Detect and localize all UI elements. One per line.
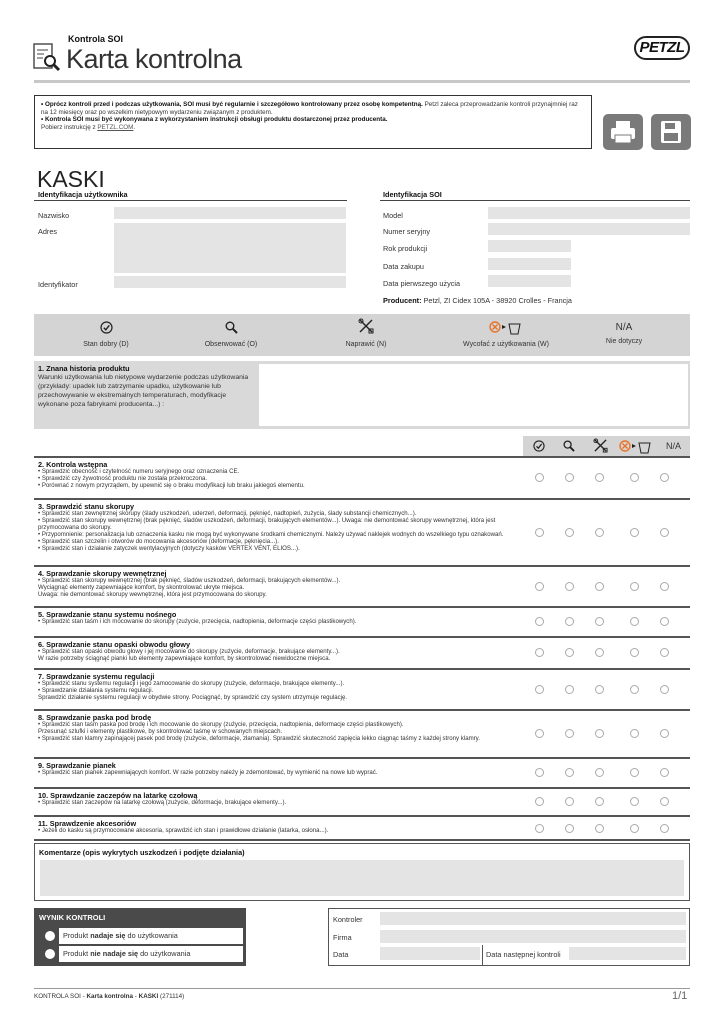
soi-id-rule (380, 200, 690, 201)
status-radio-good[interactable] (535, 797, 544, 806)
section-divider (34, 757, 690, 759)
section-line: • Sprawdzić stan i działanie zatyczek wentylacyjnych (dotyczy kasków VERTEX VENT, ELIOS...). (38, 544, 300, 552)
status-radio-retire[interactable] (630, 473, 639, 482)
status-radio-observe[interactable] (565, 685, 574, 694)
printer-icon (603, 114, 643, 150)
section-title: 3. Sprawdzić stanu skorupy (38, 502, 135, 511)
status-radio-repair[interactable] (595, 824, 604, 833)
history-text: Warunki użytkowania lub nietypowe wydarzenie podczas użytkowania (przykłady: upadek lub zatrzymanie upadku, użytkowanie lub przechowywanie w ekstremalnych temperaturach, modyfikacje wykonane poza fabrykami producenta...) : (38, 374, 249, 408)
petzl-logo-text: PETZL (639, 39, 685, 56)
section-divider (34, 709, 690, 711)
status-radio-repair[interactable] (595, 528, 604, 537)
status-radio-retire[interactable] (630, 648, 639, 657)
status-radio-observe[interactable] (565, 582, 574, 591)
legend-na-symbol: N/A (615, 322, 633, 333)
name-field[interactable] (114, 207, 346, 219)
section-line: • Sprawdzić stan skorupy wewnętrznej (brak pęknięć, śladów uszkodzeń, deformacji, brakujących elementów...). (38, 577, 341, 584)
label-year: Rok produkcji (383, 244, 428, 253)
result-option-ok[interactable] (34, 928, 246, 944)
section-title: 6. Sprawdzanie stanu opaski obwodu głowy (38, 640, 191, 649)
address-field[interactable] (114, 223, 346, 273)
status-radio-good[interactable] (535, 685, 544, 694)
result-ko-post: do użytkowania (138, 949, 191, 958)
status-radio-good[interactable] (535, 768, 544, 777)
label-serial: Numer seryjny (383, 227, 431, 236)
checklist-section (38, 672, 518, 702)
status-radio-repair[interactable] (595, 582, 604, 591)
first-use-field[interactable] (488, 275, 571, 287)
col-check-icon (533, 440, 545, 452)
section-title: 8. Sprawdzanie paska pod brodę (38, 713, 152, 722)
legend-na (579, 322, 669, 345)
section-title: 7. Sprawdzanie systemu regulacji (38, 672, 155, 681)
col-tools-icon (593, 438, 608, 453)
print-button[interactable] (603, 114, 643, 150)
soi-id-heading: Identyfikacja SOI (383, 190, 442, 199)
label-first-use: Data pierwszego użycia (383, 279, 461, 288)
section-title: 11. Sprawdzenie akcesoriów (38, 819, 137, 828)
checklist-section (38, 502, 518, 552)
legend-repair-label: Naprawić (N) (345, 341, 387, 348)
legend-bar (34, 314, 690, 356)
petzl-link[interactable]: PETZL.COM (97, 123, 134, 131)
status-radio-repair[interactable] (595, 473, 604, 482)
result-ok-pre: Produkt (63, 931, 91, 940)
serial-field[interactable] (488, 223, 690, 235)
notice-line1-rest: Petzl zaleca przeprowadzanie kontroli przynajmniej raz na 12 miesięcy oraz po wszelkim nietypowym wydarzeniu związanym z produktem. (41, 101, 578, 116)
result-ok-post: do użytkowania (125, 931, 178, 940)
section-line: • Sprawdzić stan zewnętrznej skorupy (ślady uszkodzeń, uderzeń, deformacji, pęknięć, nadtopień, zużycia, ślady substancji chemicznych...). (38, 510, 417, 517)
save-icon (651, 114, 691, 150)
status-radio-observe[interactable] (565, 824, 574, 833)
user-id-heading: Identyfikacja użytkownika (38, 190, 128, 199)
section-line: W razie potrzeby ściągnąć pianki lub elementy zapewniające komfort, by skontrolować niewidoczne miejsca. (38, 654, 331, 662)
section-line: • Sprawdzić stan szczelin i otworów do mocowania akcesoriów (deformacje, pęknięcia...). (38, 537, 279, 545)
status-radio-retire[interactable] (630, 797, 639, 806)
section-line: • Sprawdzić stan klamry zapinającej pasek pod brodę (zużycie, deformacje, złamania). Sprawdzić skuteczność zapięcia lekko ciągnąc taśmy z każdej strony klamry. (38, 734, 480, 742)
section-title: 4. Sprawdzanie skorupy wewnętrznej (38, 569, 167, 578)
legend-good (51, 321, 161, 348)
status-radio-observe[interactable] (565, 648, 574, 657)
magnifier-icon (225, 321, 238, 334)
status-radio-na[interactable] (660, 729, 669, 738)
result-ok-radio[interactable] (45, 931, 55, 941)
columns-header (523, 436, 690, 456)
legend-repair (311, 318, 421, 348)
producer (383, 296, 572, 305)
status-radio-good[interactable] (535, 729, 544, 738)
history-box (34, 361, 690, 429)
legend-na-label: Nie dotyczy (605, 338, 643, 345)
status-radio-observe[interactable] (565, 473, 574, 482)
header-doc-icon (32, 42, 62, 74)
page-title: Karta kontrolna (66, 44, 242, 74)
status-radio-repair[interactable] (595, 617, 604, 626)
notice-line3-post: . (133, 123, 136, 131)
date-divider (482, 945, 483, 966)
controller-field[interactable] (380, 912, 686, 925)
next-date-field[interactable] (569, 947, 686, 960)
date-field[interactable] (380, 947, 480, 960)
tools-icon (358, 318, 374, 334)
status-radio-retire[interactable] (630, 582, 639, 591)
status-radio-retire[interactable] (630, 768, 639, 777)
section-line: • Sprawdzić stan opaski obwodu głowy i jej mocowanie do skorupy (zużycie, deformacje, brakujące elementy...). (38, 648, 340, 655)
footer-pre: KONTROLA SOI - (34, 993, 87, 1000)
notice-line1-bold: • Oprócz kontroli przed i podczas użytkowania, SOI musi być regularnie i szczegółowo kontrolowany przez osobę kompetentną. (41, 101, 423, 108)
result-ok-bold: nadaje się (90, 931, 126, 940)
col-na: N/A (666, 441, 682, 451)
supertitle: Kontrola SOI (68, 34, 124, 44)
status-radio-na[interactable] (660, 528, 669, 537)
result-title: WYNIK KONTROLI (39, 913, 106, 922)
legend-observe-label: Obserwować (O) (204, 341, 258, 348)
col-magnifier-icon (563, 440, 575, 452)
status-radio-good[interactable] (535, 528, 544, 537)
producer-label: Producent: (383, 296, 422, 305)
status-radio-na[interactable] (660, 685, 669, 694)
label-identifier: Identyfikator (38, 280, 78, 289)
result-ko-label (59, 946, 243, 962)
section-line: • Sprawdzić stan skorupy wewnętrznej (brak pęknięć, śladów uszkodzeń, deformacji, brakujących elementów...). Uwaga: nie demontować skorupy wewnętrznej, która jest przymocowana do skorupy. (38, 516, 496, 531)
section-line: • Przypomnienie: personalizacja lub oznaczenia kasku nie mogą być wykonywane środkami chemicznymi. Należy używać naklejek wodnych do wszelkiego typu oznakowań. (38, 530, 504, 538)
status-radio-observe[interactable] (565, 797, 574, 806)
label-controller: Kontroler (333, 915, 363, 924)
section-divider (34, 498, 690, 500)
section-line: • Sprawdzanie działania systemu regulacji. (38, 686, 154, 694)
section-title: 2. Kontrola wstępna (38, 460, 108, 469)
status-radio-observe[interactable] (565, 617, 574, 626)
label-purchase: Data zakupu (383, 262, 424, 271)
status-radio-repair[interactable] (595, 797, 604, 806)
checklist-section (38, 640, 518, 663)
section-divider (34, 668, 690, 670)
check-icon (100, 321, 113, 334)
status-radio-repair[interactable] (595, 648, 604, 657)
label-company: Firma (333, 933, 352, 942)
status-radio-na[interactable] (660, 473, 669, 482)
footer-rule (34, 988, 690, 989)
status-radio-na[interactable] (660, 617, 669, 626)
result-option-ko[interactable] (34, 946, 246, 962)
section-divider (34, 839, 690, 841)
section-divider (34, 636, 690, 638)
producer-value: Petzl, ZI Cidex 105A - 38920 Crolles - Francja (421, 296, 572, 305)
section-line: • Sprawdzić obecność i czytelność numeru seryjnego oraz oznaczenia CE. (38, 468, 240, 475)
status-radio-good[interactable] (535, 582, 544, 591)
section-divider (34, 565, 690, 567)
section-line: • Jeżeli do kasku są przymocowane akcesoria, sprawdzić ich stan i prawidłowe działanie (latarka, osłona...). (38, 827, 329, 834)
section-line: • Sprawdzić czy żywotność produktu nie została przekroczona. (38, 474, 208, 482)
checklist-section (38, 713, 518, 743)
label-next-date: Data następnej kontroli (486, 950, 561, 959)
label-name: Nazwisko (38, 211, 70, 220)
label-address: Adres (38, 227, 58, 236)
status-radio-good[interactable] (535, 617, 544, 626)
section-line: Przesunąć szlufki i elementy plastikowe, by skontrolować taśmę w schowanych miejscach. (38, 727, 283, 735)
status-radio-na[interactable] (660, 648, 669, 657)
section-line: • Porównać z nowym przyrządem, by upewnić się o braku modyfikacji lub braku jakiegoś elementu. (38, 481, 305, 489)
status-radio-repair[interactable] (595, 729, 604, 738)
checklist-section (38, 791, 518, 807)
status-radio-retire[interactable] (630, 617, 639, 626)
footer-bold2: KASKI (138, 993, 159, 1000)
notice-box (34, 95, 592, 149)
status-radio-retire[interactable] (630, 528, 639, 537)
section-divider (34, 815, 690, 817)
status-radio-retire[interactable] (630, 685, 639, 694)
year-field[interactable] (488, 240, 571, 252)
section-title: 9. Sprawdzanie pianek (38, 761, 116, 770)
status-radio-na[interactable] (660, 797, 669, 806)
legend-retire (436, 319, 576, 348)
section-line: Uwaga: nie demontować skorupy wewnętrznej, która jest przymocowana do skorupy. (38, 590, 267, 598)
footer-code: (271114) (158, 993, 185, 1000)
checklist-section (38, 569, 518, 599)
label-date: Data (333, 950, 349, 959)
page-number: 1/1 (672, 990, 688, 1002)
status-radio-good[interactable] (535, 648, 544, 657)
section-divider (34, 606, 690, 608)
notice-line2: • Kontrola SOI musi być wykonywana z wykorzystaniem instrukcji obsługi produktu dostarczonej przez producenta. (41, 116, 388, 124)
section-line: Wyciągnąć elementy zapewniające komfort, by skontrolować ukryte miejsca. (38, 583, 245, 591)
result-ok-label (59, 928, 243, 944)
company-field[interactable] (380, 930, 686, 943)
section-title: 10. Sprawdzanie zaczepów na latarkę czołową (38, 791, 198, 800)
discard-icon (489, 319, 523, 335)
result-box (34, 908, 246, 966)
col-discard-icon (619, 438, 653, 454)
status-radio-good[interactable] (535, 473, 544, 482)
section-line: • Sprawdzić stanu systemu regulacji i jego zamocowanie do skorupy (zużycie, deformacje, brakujące elementy...). (38, 680, 345, 687)
petzl-logo (634, 36, 690, 60)
checklist-section (38, 819, 518, 835)
section-line: Sprawdzić działanie systemu regulacji w obydwie strony. Pociągnąć, by sprawdzić czy system utrzymuje regulację. (38, 693, 348, 701)
history-title: 1. Znana historia produktu (38, 364, 130, 373)
identifier-field[interactable] (114, 276, 346, 288)
section-line: • Sprawdzić stan pianek zapewniających komfort. W razie potrzeby należy je zdemontować, by wymienić na nowe lub wyprać. (38, 769, 378, 776)
section-divider (34, 456, 690, 458)
footer-text (34, 993, 184, 1000)
user-id-rule (34, 200, 347, 201)
header-divider (34, 80, 690, 83)
status-radio-repair[interactable] (595, 685, 604, 694)
section-divider (34, 787, 690, 789)
status-radio-observe[interactable] (565, 768, 574, 777)
status-radio-observe[interactable] (565, 528, 574, 537)
model-field[interactable] (488, 207, 690, 219)
status-radio-repair[interactable] (595, 768, 604, 777)
status-radio-good[interactable] (535, 824, 544, 833)
notice-line3-pre: Pobierz instrukcję z (41, 123, 98, 131)
status-radio-observe[interactable] (565, 729, 574, 738)
checklist-section (38, 761, 518, 777)
result-ko-pre: Produkt (63, 949, 91, 958)
comments-field[interactable] (40, 860, 684, 896)
status-radio-na[interactable] (660, 768, 669, 777)
section-line: • Sprawdzić stan taśm paska pod brodę i ich mocowanie do skorupy (zużycie, przecięcia, nadtopienia, deformacje części plastikowych). (38, 721, 404, 728)
footer-mid: - (133, 993, 139, 1000)
comments-title: Komentarze (opis wykrytych uszkodzeń i podjęte działania) (39, 848, 245, 857)
history-field[interactable] (259, 364, 688, 426)
legend-good-label: Stan dobry (D) (83, 341, 129, 348)
checklist-section (38, 460, 518, 490)
status-radio-na[interactable] (660, 824, 669, 833)
status-radio-retire[interactable] (630, 729, 639, 738)
status-radio-retire[interactable] (630, 824, 639, 833)
product-title: KASKI (37, 166, 105, 192)
status-radio-na[interactable] (660, 582, 669, 591)
save-button[interactable] (651, 114, 691, 150)
footer-bold1: Karta kontrolna (86, 993, 134, 1000)
section-line: • Sprawdzić stan zaczepów na latarkę czołową (zużycie, deformacje, brakujące elementy...). (38, 799, 287, 806)
checklist-section (38, 610, 518, 626)
legend-observe (176, 321, 286, 348)
legend-retire-label: Wycofać z użytkowania (W) (463, 341, 549, 348)
purchase-field[interactable] (488, 258, 571, 270)
section-title: 5. Sprawdzanie stanu systemu nośnego (38, 610, 177, 619)
signature-box (328, 908, 690, 966)
label-model: Model (383, 211, 403, 220)
comments-box (34, 843, 690, 901)
result-ko-radio[interactable] (45, 949, 55, 959)
result-ko-bold: nie nadaje się (90, 949, 139, 958)
section-line: • Sprawdzić stan taśm i ich mocowanie do skorupy (zużycie, przecięcia, nadtopienia, deformacje części plastikowych). (38, 618, 357, 625)
